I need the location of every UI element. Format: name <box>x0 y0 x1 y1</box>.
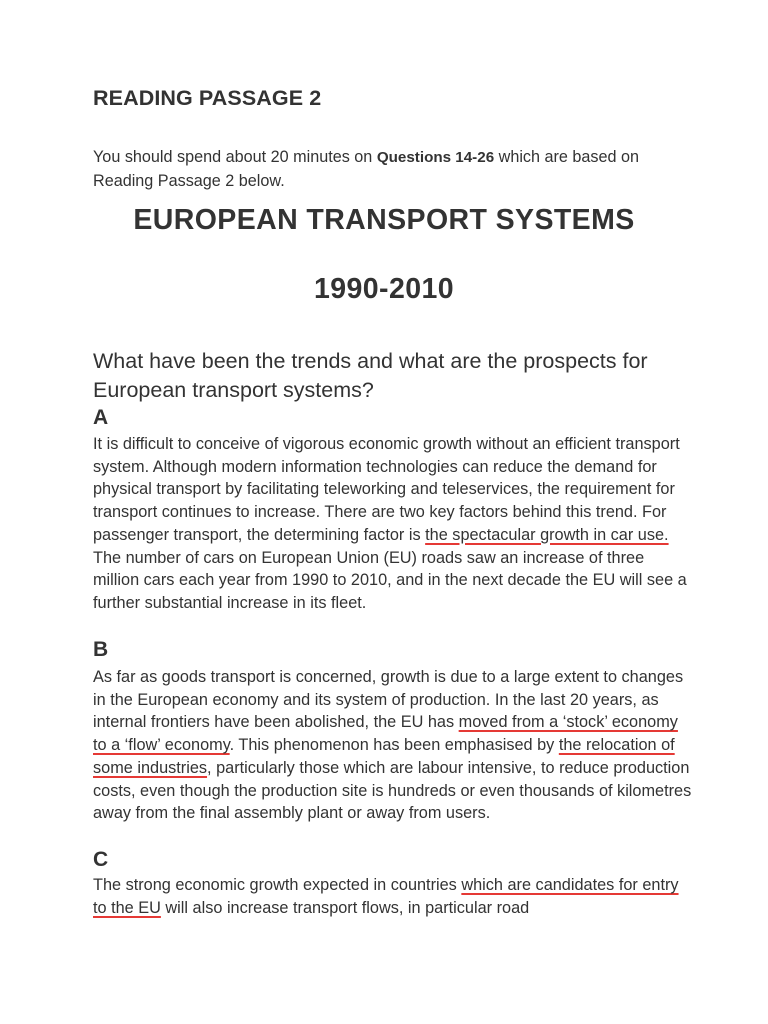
paragraph-c-text-2: will also increase transport flows, in particular road <box>160 898 530 917</box>
section-letter-c: C <box>93 848 109 871</box>
instructions <box>93 146 678 192</box>
paragraph-a <box>93 433 693 615</box>
passage-question: What have been the trends and what are the prospects for European transport systems? <box>93 349 648 402</box>
paragraph-b-underline-1: moved from a ‘stock’ economy to a ‘flow’ economy <box>93 713 678 755</box>
section-letter-a: A <box>93 406 109 429</box>
instructions-questions: Questions 14-26 <box>376 149 495 166</box>
paragraph-b-text-2: . This phenomenon has been emphasised by <box>229 736 559 755</box>
passage-heading: READING PASSAGE 2 <box>93 86 322 110</box>
paragraph-a-underline-1: the spectacular growth in car use. <box>425 525 669 544</box>
paragraph-b-underline-2: the relocation of some industries <box>93 736 675 777</box>
paragraph-c <box>93 874 693 919</box>
passage-years: 1990-2010 <box>314 273 454 305</box>
section-letter-b: B <box>93 638 109 661</box>
instructions-text-before: You should spend about 20 minutes on <box>93 148 377 166</box>
passage-title: EUROPEAN TRANSPORT SYSTEMS <box>133 204 635 236</box>
paragraph-b-text-3: , particularly those which are labour intensive, to reduce production costs, even though the production site is hundreds or even thousands of kilometres away from the final assembly plant or away from users. <box>93 758 692 823</box>
instructions-text-after: which are based on Reading Passage 2 below. <box>93 148 640 190</box>
paragraph-c-text-1: The strong economic growth expected in countries <box>93 876 462 894</box>
paragraph-b-text-1: As far as goods transport is concerned, growth is due to a large extent to changes in the European economy and its system of production. In the last 20 years, as internal frontiers have been abolished, the EU has <box>93 668 684 732</box>
paragraph-a-text-1: It is difficult to conceive of vigorous economic growth without an efficient transport system. Although modern information technologies can reduce the demand for physical transport by facilitating teleworking and teleservices, the requirement for transport continues to increase. There are two key factors behind this trend. For passenger transport, the determining factor is <box>93 435 680 544</box>
paragraph-a-text-2: The number of cars on European Union (EU) roads saw an increase of three million cars each year from 1990 to 2010, and in the next decade the EU will see a further substantial increase in its fleet. <box>93 548 687 612</box>
paragraph-c-underline-1: which are candidates for entry to the EU <box>93 876 679 917</box>
paragraph-b <box>93 666 693 825</box>
